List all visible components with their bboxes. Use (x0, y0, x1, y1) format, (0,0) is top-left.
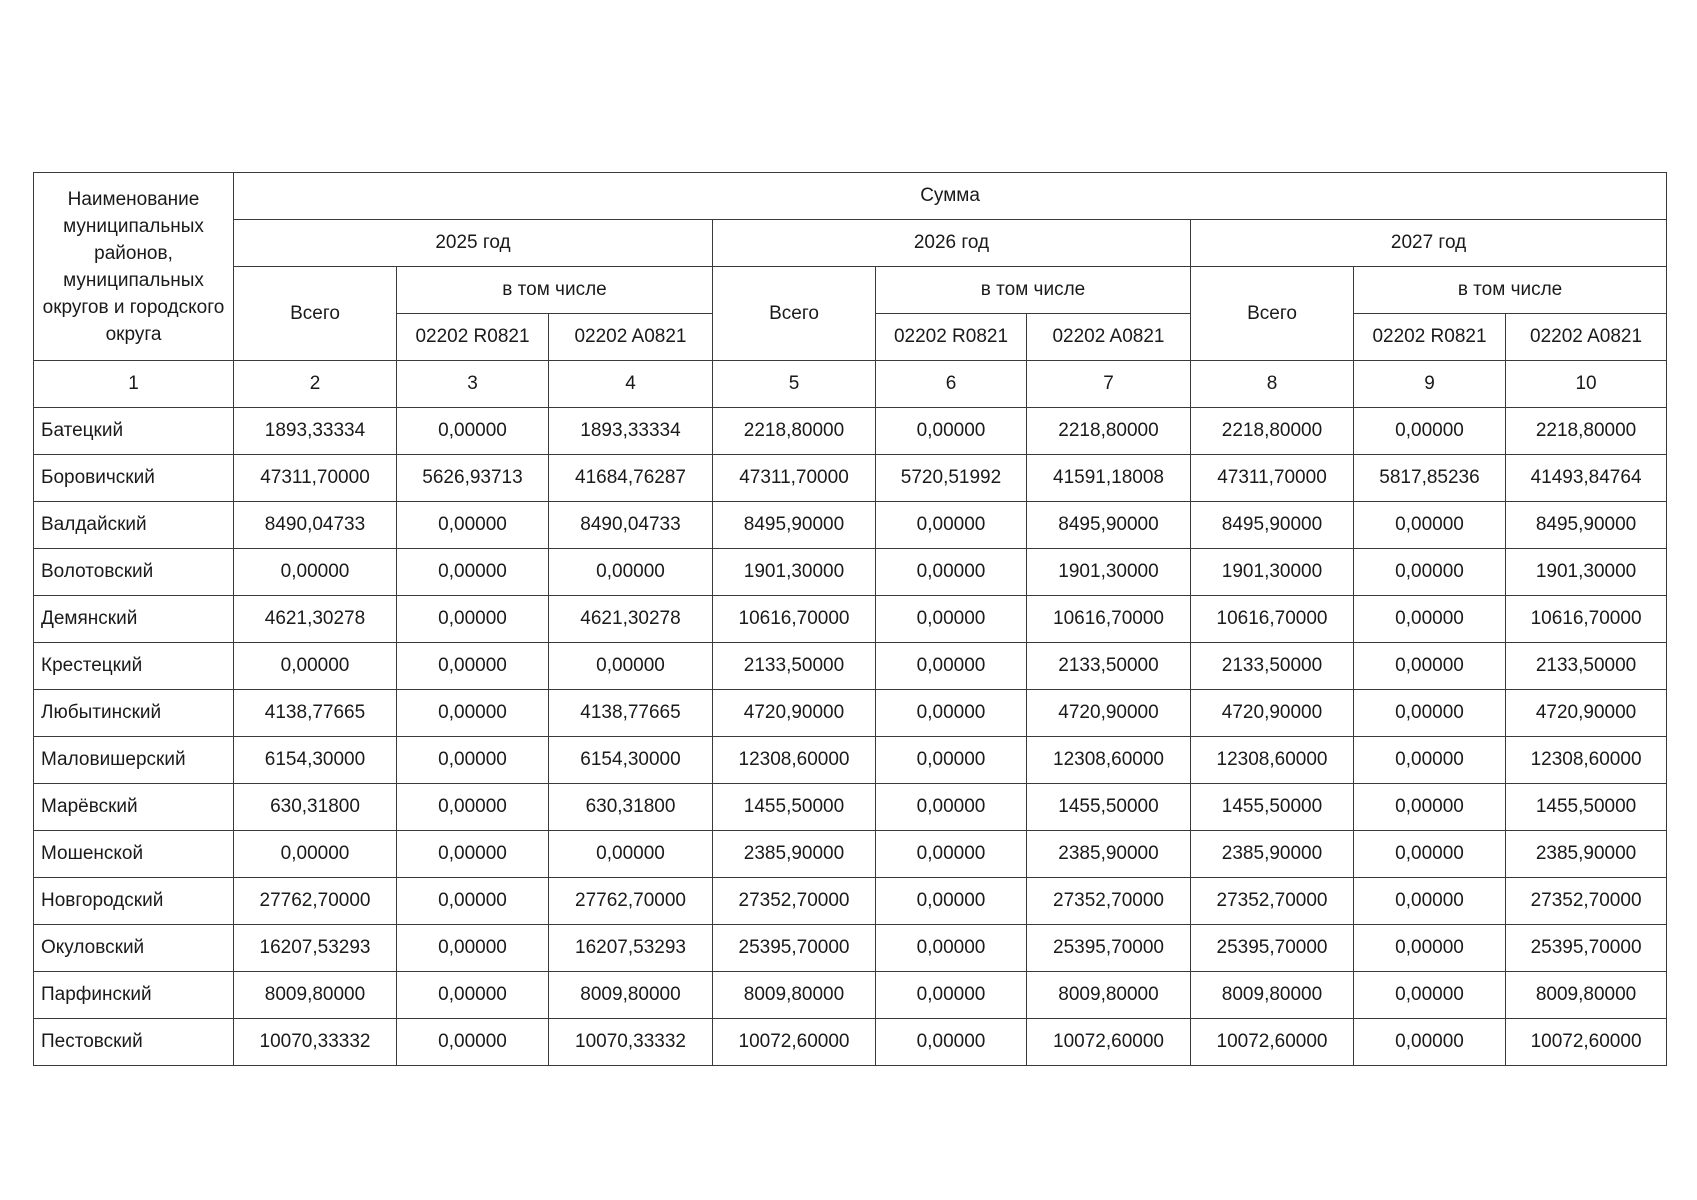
amount-cell: 25395,70000 (713, 925, 876, 972)
amount-cell: 0,00000 (1354, 972, 1506, 1019)
amount-cell: 0,00000 (876, 972, 1027, 1019)
amount-cell: 0,00000 (1354, 831, 1506, 878)
amount-cell: 10072,60000 (1027, 1019, 1191, 1066)
amount-cell: 41493,84764 (1506, 455, 1667, 502)
amount-cell: 8009,80000 (713, 972, 876, 1019)
table-row (34, 408, 1667, 455)
amount-cell: 10616,70000 (1506, 596, 1667, 643)
district-name-cell: Пестовский (34, 1019, 234, 1066)
amount-cell: 0,00000 (234, 643, 397, 690)
amount-cell: 1893,33334 (234, 408, 397, 455)
amount-cell: 2133,50000 (1027, 643, 1191, 690)
amount-cell: 8495,90000 (1027, 502, 1191, 549)
amount-cell: 10616,70000 (713, 596, 876, 643)
amount-cell: 0,00000 (1354, 784, 1506, 831)
amount-cell: 0,00000 (876, 549, 1027, 596)
table-row (34, 643, 1667, 690)
amount-cell: 0,00000 (876, 878, 1027, 925)
budget-table (33, 172, 1667, 1066)
code-r-header-2026: 02202 R0821 (876, 314, 1027, 361)
district-name-cell: Валдайский (34, 502, 234, 549)
including-header-2027: в том числе (1354, 267, 1667, 314)
table-row (34, 972, 1667, 1019)
amount-cell: 10072,60000 (1506, 1019, 1667, 1066)
code-a-header-2027: 02202 A0821 (1506, 314, 1667, 361)
total-header-2025: Всего (234, 267, 397, 361)
total-header-2027: Всего (1191, 267, 1354, 361)
district-name-cell: Новгородский (34, 878, 234, 925)
amount-cell: 25395,70000 (1506, 925, 1667, 972)
sum-header: Сумма (234, 173, 1667, 220)
amount-cell: 4720,90000 (713, 690, 876, 737)
amount-cell: 0,00000 (397, 408, 549, 455)
amount-cell: 27352,70000 (1506, 878, 1667, 925)
amount-cell: 2385,90000 (1506, 831, 1667, 878)
amount-cell: 16207,53293 (549, 925, 713, 972)
amount-cell: 4621,30278 (234, 596, 397, 643)
amount-cell: 8490,04733 (234, 502, 397, 549)
amount-cell: 1893,33334 (549, 408, 713, 455)
table-row (34, 831, 1667, 878)
amount-cell: 2385,90000 (1191, 831, 1354, 878)
amount-cell: 0,00000 (1354, 1019, 1506, 1066)
amount-cell: 27352,70000 (1027, 878, 1191, 925)
amount-cell: 10616,70000 (1027, 596, 1191, 643)
amount-cell: 10070,33332 (234, 1019, 397, 1066)
amount-cell: 47311,70000 (713, 455, 876, 502)
amount-cell: 1455,50000 (713, 784, 876, 831)
amount-cell: 8495,90000 (1191, 502, 1354, 549)
amount-cell: 0,00000 (1354, 596, 1506, 643)
amount-cell: 12308,60000 (713, 737, 876, 784)
amount-cell: 0,00000 (876, 925, 1027, 972)
district-name-cell: Марёвский (34, 784, 234, 831)
district-name-cell: Мошенской (34, 831, 234, 878)
amount-cell: 0,00000 (549, 643, 713, 690)
amount-cell: 0,00000 (397, 1019, 549, 1066)
amount-cell: 27352,70000 (713, 878, 876, 925)
column-number: 10 (1506, 361, 1667, 408)
code-r-header-2027: 02202 R0821 (1354, 314, 1506, 361)
amount-cell: 25395,70000 (1027, 925, 1191, 972)
amount-cell: 2385,90000 (713, 831, 876, 878)
amount-cell: 4138,77665 (549, 690, 713, 737)
amount-cell: 25395,70000 (1191, 925, 1354, 972)
amount-cell: 12308,60000 (1506, 737, 1667, 784)
amount-cell: 41684,76287 (549, 455, 713, 502)
amount-cell: 5626,93713 (397, 455, 549, 502)
amount-cell: 0,00000 (397, 502, 549, 549)
year-2027-header: 2027 год (1191, 220, 1667, 267)
district-name-cell: Крестецкий (34, 643, 234, 690)
amount-cell: 0,00000 (876, 502, 1027, 549)
table-header (34, 173, 1667, 408)
amount-cell: 41591,18008 (1027, 455, 1191, 502)
amount-cell: 0,00000 (397, 643, 549, 690)
amount-cell: 10616,70000 (1191, 596, 1354, 643)
table-row (34, 1019, 1667, 1066)
amount-cell: 8009,80000 (234, 972, 397, 1019)
amount-cell: 2133,50000 (713, 643, 876, 690)
amount-cell: 0,00000 (234, 549, 397, 596)
total-header-2026: Всего (713, 267, 876, 361)
table-row (34, 878, 1667, 925)
amount-cell: 0,00000 (876, 831, 1027, 878)
amount-cell: 4138,77665 (234, 690, 397, 737)
amount-cell: 0,00000 (1354, 690, 1506, 737)
amount-cell: 27762,70000 (234, 878, 397, 925)
amount-cell: 12308,60000 (1027, 737, 1191, 784)
amount-cell: 0,00000 (1354, 737, 1506, 784)
column-number: 7 (1027, 361, 1191, 408)
amount-cell: 6154,30000 (549, 737, 713, 784)
amount-cell: 8009,80000 (549, 972, 713, 1019)
amount-cell: 0,00000 (397, 737, 549, 784)
amount-cell: 8009,80000 (1191, 972, 1354, 1019)
amount-cell: 0,00000 (397, 831, 549, 878)
amount-cell: 0,00000 (876, 690, 1027, 737)
amount-cell: 0,00000 (1354, 408, 1506, 455)
amount-cell: 0,00000 (397, 596, 549, 643)
amount-cell: 0,00000 (1354, 878, 1506, 925)
amount-cell: 1901,30000 (1506, 549, 1667, 596)
amount-cell: 8495,90000 (1506, 502, 1667, 549)
amount-cell: 4621,30278 (549, 596, 713, 643)
amount-cell: 0,00000 (1354, 643, 1506, 690)
amount-cell: 2218,80000 (1027, 408, 1191, 455)
amount-cell: 6154,30000 (234, 737, 397, 784)
amount-cell: 10072,60000 (713, 1019, 876, 1066)
table-row (34, 925, 1667, 972)
amount-cell: 0,00000 (397, 549, 549, 596)
amount-cell: 2218,80000 (1191, 408, 1354, 455)
amount-cell: 16207,53293 (234, 925, 397, 972)
district-name-cell: Маловишерский (34, 737, 234, 784)
amount-cell: 0,00000 (397, 972, 549, 1019)
amount-cell: 2218,80000 (1506, 408, 1667, 455)
district-name-cell: Парфинский (34, 972, 234, 1019)
district-name-cell: Волотовский (34, 549, 234, 596)
including-header-2025: в том числе (397, 267, 713, 314)
amount-cell: 0,00000 (549, 549, 713, 596)
column-number: 5 (713, 361, 876, 408)
code-a-header-2026: 02202 A0821 (1027, 314, 1191, 361)
column-number: 1 (34, 361, 234, 408)
column-number: 6 (876, 361, 1027, 408)
amount-cell: 0,00000 (1354, 925, 1506, 972)
amount-cell: 2133,50000 (1191, 643, 1354, 690)
table-row (34, 455, 1667, 502)
column-number: 9 (1354, 361, 1506, 408)
column-number: 2 (234, 361, 397, 408)
column-number: 3 (397, 361, 549, 408)
amount-cell: 0,00000 (397, 690, 549, 737)
amount-cell: 8495,90000 (713, 502, 876, 549)
amount-cell: 0,00000 (1354, 549, 1506, 596)
amount-cell: 0,00000 (876, 1019, 1027, 1066)
district-name-cell: Любытинский (34, 690, 234, 737)
amount-cell: 0,00000 (1354, 502, 1506, 549)
amount-cell: 1901,30000 (1027, 549, 1191, 596)
amount-cell: 0,00000 (876, 737, 1027, 784)
amount-cell: 0,00000 (876, 643, 1027, 690)
code-a-header-2025: 02202 A0821 (549, 314, 713, 361)
amount-cell: 4720,90000 (1027, 690, 1191, 737)
table-row (34, 549, 1667, 596)
table-row (34, 502, 1667, 549)
amount-cell: 2385,90000 (1027, 831, 1191, 878)
amount-cell: 0,00000 (876, 408, 1027, 455)
amount-cell: 2218,80000 (713, 408, 876, 455)
amount-cell: 1455,50000 (1506, 784, 1667, 831)
amount-cell: 8009,80000 (1506, 972, 1667, 1019)
district-name-cell: Демянский (34, 596, 234, 643)
amount-cell: 630,31800 (234, 784, 397, 831)
district-name-cell: Батецкий (34, 408, 234, 455)
amount-cell: 1901,30000 (713, 549, 876, 596)
amount-cell: 1455,50000 (1191, 784, 1354, 831)
column-number: 8 (1191, 361, 1354, 408)
amount-cell: 12308,60000 (1191, 737, 1354, 784)
amount-cell: 8009,80000 (1027, 972, 1191, 1019)
amount-cell: 47311,70000 (1191, 455, 1354, 502)
amount-cell: 8490,04733 (549, 502, 713, 549)
district-name-cell: Окуловский (34, 925, 234, 972)
year-2025-header: 2025 год (234, 220, 713, 267)
amount-cell: 47311,70000 (234, 455, 397, 502)
amount-cell: 10070,33332 (549, 1019, 713, 1066)
amount-cell: 0,00000 (234, 831, 397, 878)
amount-cell: 27762,70000 (549, 878, 713, 925)
amount-cell: 630,31800 (549, 784, 713, 831)
column-number-row (34, 361, 1667, 408)
table-row (34, 690, 1667, 737)
name-column-header: Наименование муниципальных районов, муниципальных округов и городского округа (34, 173, 234, 361)
amount-cell: 5720,51992 (876, 455, 1027, 502)
amount-cell: 0,00000 (876, 596, 1027, 643)
amount-cell: 0,00000 (549, 831, 713, 878)
code-r-header-2025: 02202 R0821 (397, 314, 549, 361)
amount-cell: 0,00000 (397, 784, 549, 831)
table-row (34, 596, 1667, 643)
amount-cell: 0,00000 (397, 925, 549, 972)
amount-cell: 10072,60000 (1191, 1019, 1354, 1066)
amount-cell: 4720,90000 (1506, 690, 1667, 737)
table-body (34, 408, 1667, 1066)
district-name-cell: Боровичский (34, 455, 234, 502)
year-2026-header: 2026 год (713, 220, 1191, 267)
amount-cell: 1455,50000 (1027, 784, 1191, 831)
amount-cell: 4720,90000 (1191, 690, 1354, 737)
amount-cell: 1901,30000 (1191, 549, 1354, 596)
column-number: 4 (549, 361, 713, 408)
including-header-2026: в том числе (876, 267, 1191, 314)
table-row (34, 784, 1667, 831)
amount-cell: 27352,70000 (1191, 878, 1354, 925)
amount-cell: 5817,85236 (1354, 455, 1506, 502)
amount-cell: 2133,50000 (1506, 643, 1667, 690)
amount-cell: 0,00000 (397, 878, 549, 925)
table-row (34, 737, 1667, 784)
amount-cell: 0,00000 (876, 784, 1027, 831)
